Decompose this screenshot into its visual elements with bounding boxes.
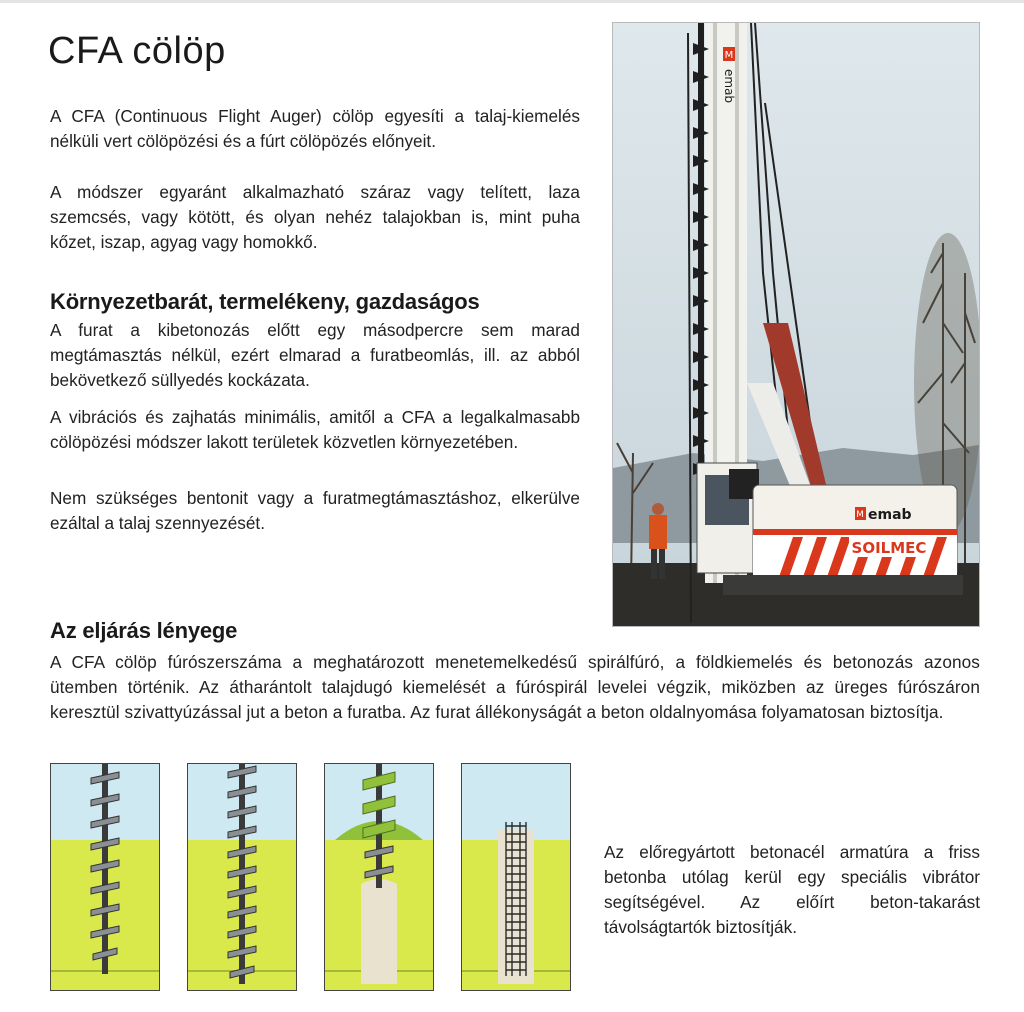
process-paragraph: A CFA cölöp fúrószerszáma a meghatározott menetemelkedésű spirálfúró, a földkiemelés és betonozás azonos ütemben történik. Az átharántolt talajdugó kiemelését a fúróspirál levelei végzik, miközben az üreges fúrószáron keresztül szivattyúzással jut a beton a furatba. Az furat állékonyságát a beton oldalnyomása folyamatosan biztosítja. xyxy=(50,652,980,722)
diagram-step-1-drilling xyxy=(50,763,160,991)
mast-brand-text: emab xyxy=(722,69,736,104)
environment-paragraph-3: Nem szükséges bentonit vagy a furatmegtámasztáshoz, elkerülve ezáltal a talaj szennyezését. xyxy=(50,488,580,533)
intro-paragraph-1: A CFA (Continuous Flight Auger) cölöp egyesíti a talaj-kiemelés nélküli vert cölöpözési és a fúrt cölöpözés előnyeit. xyxy=(50,106,580,151)
drilling-rig-photo xyxy=(612,22,980,627)
section-heading-process: Az eljárás lényege xyxy=(50,618,238,643)
mast-logo-letter: M xyxy=(724,50,734,61)
cab-brand-text: emab xyxy=(868,507,912,523)
intro-paragraph-2: A módszer egyaránt alkalmazható száraz vagy telített, laza szemcsés, vagy kötött, és olyan nehéz talajokban is, mint puha kőzet, iszap, agyag vagy homokkő. xyxy=(50,182,580,252)
section-heading-environment: Környezetbarát, termelékeny, gazdaságos xyxy=(50,289,480,314)
environment-paragraph-2: A vibrációs és zajhatás minimális, amitől a CFA a legalkalmasabb cölöpözési módszer lakott területek közvetlen környezetében. xyxy=(50,407,580,452)
diagram-step-3-concreting xyxy=(324,763,434,991)
page-title: CFA cölöp xyxy=(48,30,226,72)
rig-soilmec-brand: SOILMEC xyxy=(851,539,927,557)
diagram-step-2-full-depth xyxy=(187,763,297,991)
environment-paragraph-1: A furat a kibetonozás előtt egy másodpercre sem marad megtámasztás nélkül, ezért elmarad a furatbeomlás, ill. az abból bekövetkező süllyedés kockázata. xyxy=(50,320,580,390)
cab-logo-letter: M xyxy=(856,510,864,520)
diagram-caption: Az előregyártott betonacél armatúra a friss betonba utólag kerül egy speciális vibrátor segítségével. Az előírt beton-takarást távolságtartók biztosítják. xyxy=(604,842,980,937)
top-edge-line xyxy=(0,0,1024,3)
diagram-step-4-reinforcement xyxy=(461,763,571,991)
